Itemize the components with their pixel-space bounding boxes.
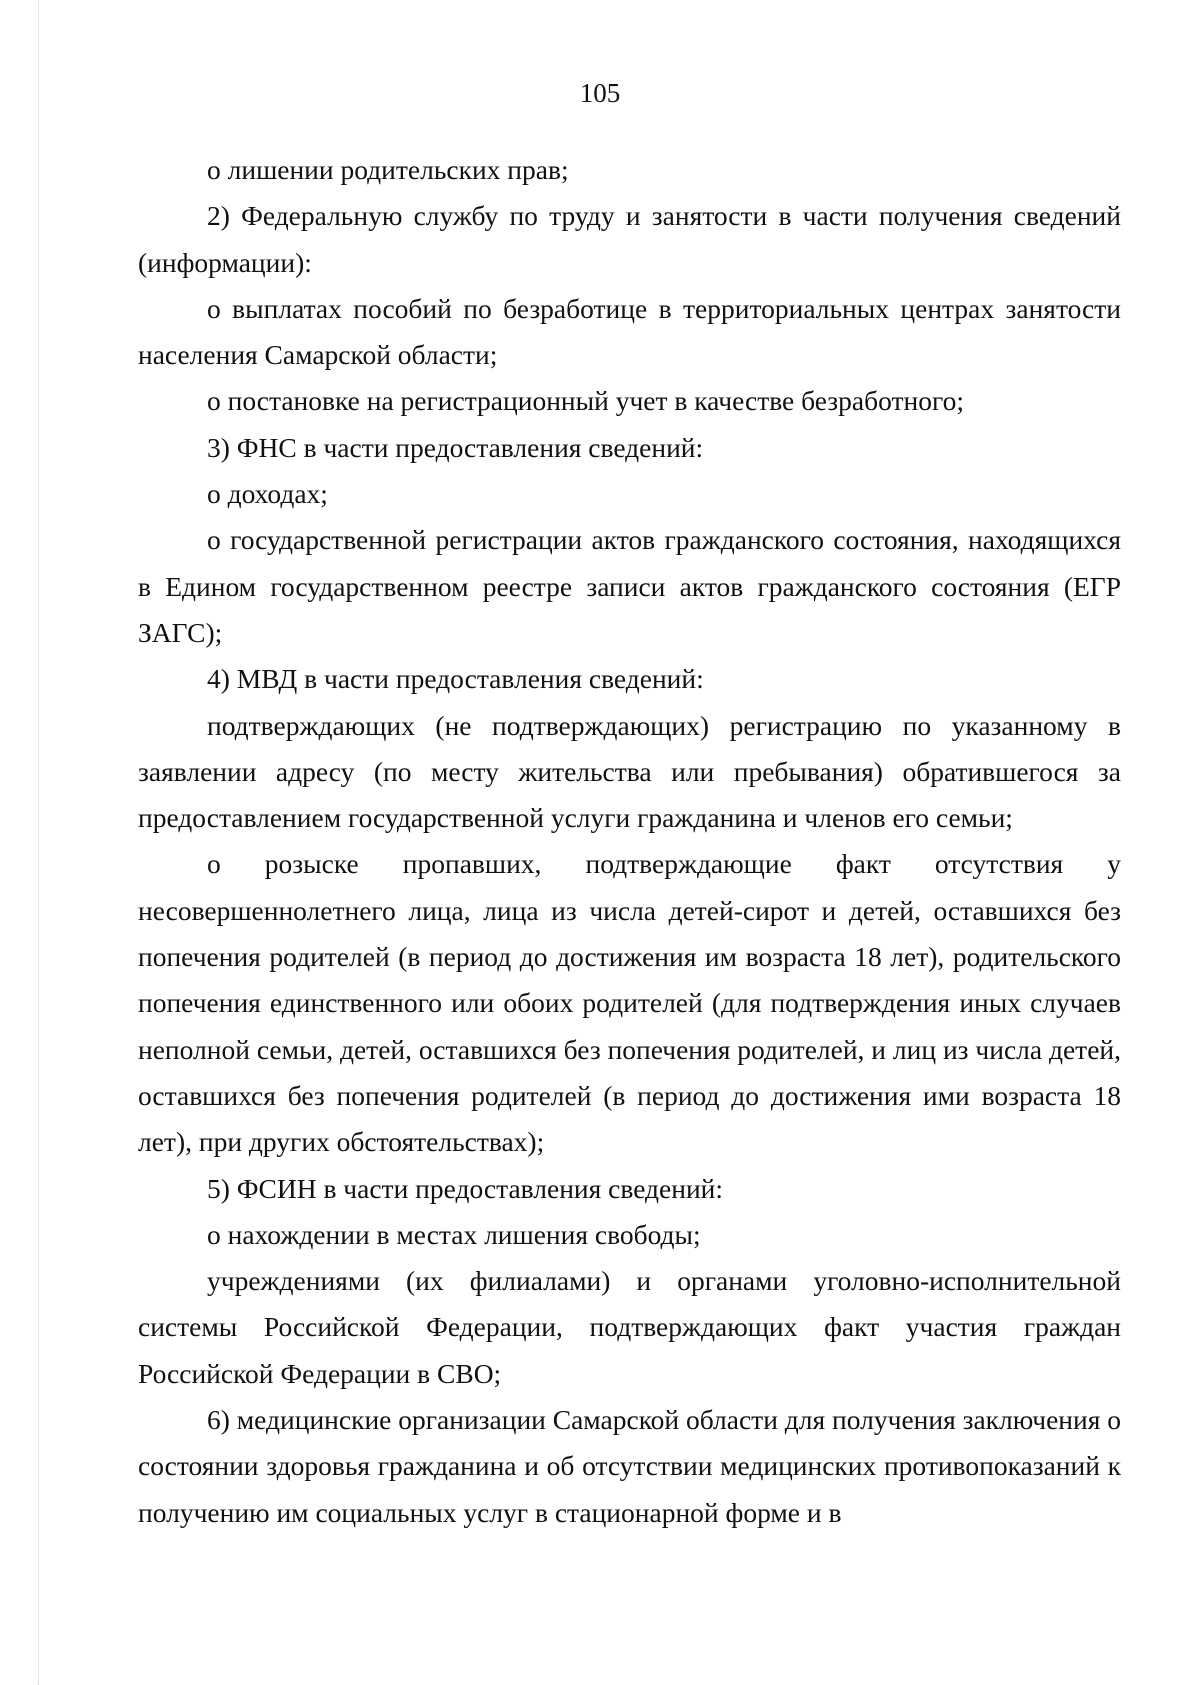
page-number: 105 (579, 78, 621, 108)
paragraph-svo-participation: учреждениями (их филиалами) и органами уголовно-исполнительной системы Российской Федерации, подтверждающих факт участия граждан Российской Федерации в СВО; (138, 1265, 1121, 1389)
paragraph-item-4-mvd: 4) МВД в части предоставления сведений: (207, 663, 704, 695)
paragraph-missing-persons: о розыске пропавших, подтверждающие факт отсутствия у несовершеннолетнего лица, лица из числа детей-сирот и детей, оставшихся без попечения родителей (в период до достижения им возраста 18 лет), родительского попечения единственного или обоих родителей (для подтверждения иных случаев неполной семьи, детей, оставшихся без попечения родителей, и лиц из числа детей, оставшихся без попечения родителей (в период до достижения ими возраста 18 лет), при других обстоятельствах); (138, 848, 1121, 1158)
paragraph-item-6-medical: 6) медицинские организации Самарской области для получения заключения о состоянии здоровья гражданина и об отсутствии медицинских противопоказаний к получению им социальных услуг в стационарной форме и в (138, 1404, 1121, 1528)
paragraph-income: о доходах; (207, 478, 328, 510)
document-body (138, 147, 1121, 1536)
paragraph-address-registration: подтверждающих (не подтверждающих) регистрацию по указанному в заявлении адресу (по месту жительства или пребывания) обратившегося за предоставлением государственной услуги гражданина и членов его семьи; (138, 709, 1121, 834)
paragraph-detention: о нахождении в местах лишения свободы; (207, 1218, 701, 1250)
paragraph-item-3-fns: 3) ФНС в части предоставления сведений: (207, 431, 704, 463)
paragraph-item-2-labor-service: 2) Федеральную службу по труду и занятости в части получения сведений (информации): (138, 200, 1121, 278)
scan-binding-edge (38, 0, 40, 1685)
paragraph-item-5-fsin: 5) ФСИН в части предоставления сведений: (207, 1172, 724, 1204)
paragraph-parental-rights: о лишении родительских прав; (207, 154, 569, 185)
paragraph-unemployment-registration: о постановке на регистрационный учет в качестве безработного; (207, 385, 964, 417)
paragraph-unemployment-benefits: о выплатах пособий по безработице в территориальных центрах занятости населения Самарской области; (138, 292, 1121, 371)
paragraph-civil-registration: о государственной регистрации актов гражданского состояния, находящихся в Едином государственном реестре записи актов гражданского состояния (ЕГР ЗАГС); (138, 524, 1121, 648)
